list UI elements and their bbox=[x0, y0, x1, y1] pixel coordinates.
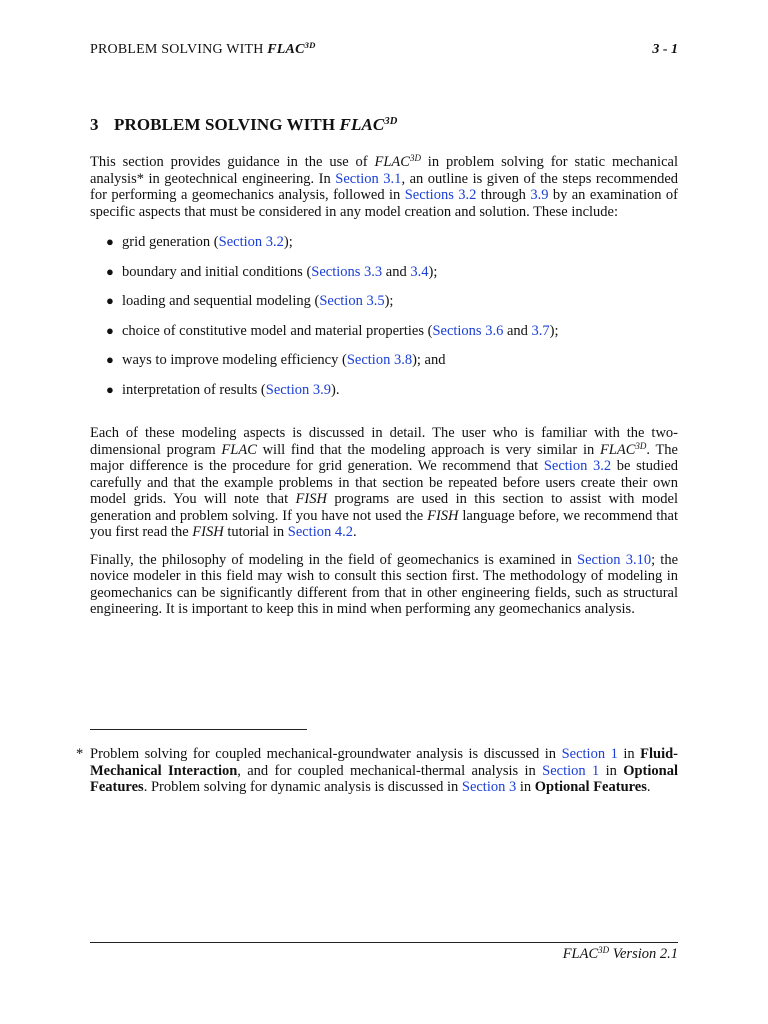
text: Problem solving for coupled mechanical-groundwater analysis is discussed in bbox=[90, 746, 562, 762]
doc-title: Optional Features bbox=[90, 762, 678, 795]
text: Finally, the philosophy of modeling in the field of geomechanics is examined in bbox=[90, 551, 578, 568]
list-item bbox=[90, 352, 678, 382]
text: FLAC bbox=[599, 441, 636, 458]
section-heading bbox=[90, 115, 397, 135]
text: in problem solving for static mechanical analysis* in geotechnical engineering. In bbox=[90, 154, 678, 187]
text: through bbox=[476, 187, 531, 203]
link-section-3-4[interactable]: 3.4 bbox=[410, 263, 429, 280]
link-section-3-7[interactable]: 3.7 bbox=[531, 322, 550, 339]
text: , and for coupled mechanical-thermal analysis in bbox=[237, 762, 543, 779]
link-section-1[interactable]: Section 1 bbox=[561, 746, 618, 762]
text: . Problem solving for dynamic analysis is discussed in bbox=[143, 779, 462, 795]
link-section-3-2[interactable]: Section 3.2 bbox=[218, 234, 284, 250]
footer-flac: FLAC bbox=[562, 946, 599, 962]
text: programs are used in this section to assist with model generation and problem solving. If you have not used the bbox=[90, 491, 678, 524]
running-header bbox=[90, 42, 678, 66]
list-item bbox=[90, 293, 678, 323]
list-item bbox=[90, 323, 678, 353]
section-flac-text: FLAC bbox=[339, 115, 385, 134]
page-number: 3 - 1 bbox=[652, 42, 678, 57]
text: loading and sequential modeling ( bbox=[122, 293, 320, 309]
link-section-3-10[interactable]: Section 3.10 bbox=[577, 551, 652, 568]
footnote-marker: * bbox=[76, 746, 84, 762]
list-item bbox=[90, 234, 678, 264]
header-title-text: PROBLEM SOLVING WITH bbox=[90, 42, 268, 57]
topic-list bbox=[90, 234, 678, 411]
flac-sup: 3D bbox=[635, 440, 647, 451]
header-flac-sup: 3D bbox=[304, 40, 316, 51]
bullet-icon: ● bbox=[106, 263, 114, 279]
text: ). bbox=[331, 381, 340, 398]
bullet-icon: ● bbox=[106, 352, 114, 367]
footer-flac-sup: 3D bbox=[598, 945, 610, 956]
link-section-3-2[interactable]: Section 3.2 bbox=[543, 458, 612, 474]
footnote-text bbox=[90, 746, 678, 796]
text: in bbox=[599, 762, 624, 779]
text: grid generation ( bbox=[122, 234, 219, 250]
text: in bbox=[617, 746, 641, 762]
text: language before, we recommend that you first read the bbox=[90, 507, 678, 540]
text: , an outline is given of the steps recommended for performing a geomechanics analysis, followed in bbox=[90, 170, 679, 203]
text: tutorial in bbox=[223, 524, 288, 540]
detail-paragraph bbox=[90, 425, 678, 541]
header-flac-text: FLAC bbox=[267, 42, 305, 57]
footnote bbox=[76, 746, 678, 796]
doc-title: Fluid-Mechanical Interaction bbox=[90, 746, 678, 779]
header-flac bbox=[267, 42, 315, 57]
text: . bbox=[353, 524, 357, 540]
link-section-3-5[interactable]: Section 3.5 bbox=[319, 293, 385, 309]
link-section-3-9[interactable]: Section 3.9 bbox=[265, 381, 331, 398]
section-flac bbox=[340, 115, 398, 134]
text: ); and bbox=[412, 352, 446, 368]
text: choice of constitutive model and material properties ( bbox=[122, 322, 433, 339]
philosophy-paragraph bbox=[90, 552, 678, 618]
text: boundary and initial conditions ( bbox=[122, 263, 312, 280]
list-item bbox=[90, 264, 678, 294]
list-item bbox=[90, 382, 678, 412]
text: and bbox=[503, 322, 532, 339]
header-title bbox=[90, 42, 316, 58]
running-footer bbox=[563, 946, 678, 963]
text: . bbox=[646, 779, 651, 795]
text: ); bbox=[549, 322, 559, 339]
text: ); bbox=[384, 293, 394, 309]
text: . The major difference is the procedure for grid generation. We recommend that bbox=[90, 441, 678, 474]
body-text bbox=[90, 154, 678, 618]
text: by an examination of specific aspects that must be considered in any model creation and solution. These include: bbox=[90, 187, 678, 220]
link-section-4-2[interactable]: Section 4.2 bbox=[287, 524, 353, 540]
footer-divider bbox=[90, 942, 678, 943]
link-section-3-1[interactable]: Section 3.1 bbox=[335, 170, 402, 187]
flac-name bbox=[375, 154, 421, 170]
text: be studied carefully and that the example problems in that section be repeated before users create their own model grids. You will note that bbox=[90, 458, 679, 507]
intro-paragraph bbox=[90, 154, 678, 220]
text: will find that the modeling approach is very similar in bbox=[256, 441, 600, 458]
fish-name: FISH bbox=[295, 491, 327, 507]
section-number: 3 bbox=[90, 115, 99, 134]
bullet-icon: ● bbox=[106, 293, 114, 308]
text: ways to improve modeling efficiency ( bbox=[122, 352, 347, 368]
link-section-3-8[interactable]: Section 3.8 bbox=[346, 352, 413, 368]
section-flac-sup: 3D bbox=[384, 116, 398, 128]
text: in bbox=[516, 779, 535, 795]
fish-name: FISH bbox=[192, 524, 224, 540]
link-section-3[interactable]: Section 3 bbox=[461, 779, 517, 795]
text: Each of these modeling aspects is discussed in detail. The user who is familiar with the two-dimensional program bbox=[90, 425, 678, 458]
doc-title: Optional Features bbox=[534, 779, 647, 795]
text: ); bbox=[283, 234, 293, 250]
text: This section provides guidance in the use of bbox=[90, 154, 375, 170]
flac3d-name bbox=[600, 442, 646, 458]
bullet-icon: ● bbox=[106, 381, 114, 397]
link-section-3-9[interactable]: 3.9 bbox=[530, 187, 549, 203]
text: interpretation of results ( bbox=[122, 381, 266, 398]
section-title: PROBLEM SOLVING WITH bbox=[114, 115, 340, 134]
link-sections-3-6[interactable]: Sections 3.6 bbox=[432, 322, 504, 339]
bullet-icon: ● bbox=[106, 322, 114, 338]
flac-sup: 3D bbox=[409, 153, 421, 164]
fish-name: FISH bbox=[427, 507, 459, 524]
text: ; the novice modeler in this field may wish to consult this section first. The methodology of modeling in geomechanics can be significantly different from that in other engineering fields, such as structural engineering. It is important to keep this in mind when performing any geomechanics analysis. bbox=[90, 551, 679, 617]
footer-version: Version 2.1 bbox=[609, 946, 678, 962]
footnote-divider bbox=[90, 729, 307, 730]
link-sections-3-3[interactable]: Sections 3.3 bbox=[311, 263, 383, 280]
link-sections-3-2[interactable]: Sections 3.2 bbox=[404, 187, 477, 203]
flac-name: FLAC bbox=[221, 441, 257, 458]
link-section-1[interactable]: Section 1 bbox=[542, 762, 600, 779]
text: FLAC bbox=[374, 154, 410, 170]
text: ); bbox=[428, 263, 438, 280]
text: and bbox=[382, 263, 411, 280]
bullet-icon: ● bbox=[106, 234, 114, 249]
